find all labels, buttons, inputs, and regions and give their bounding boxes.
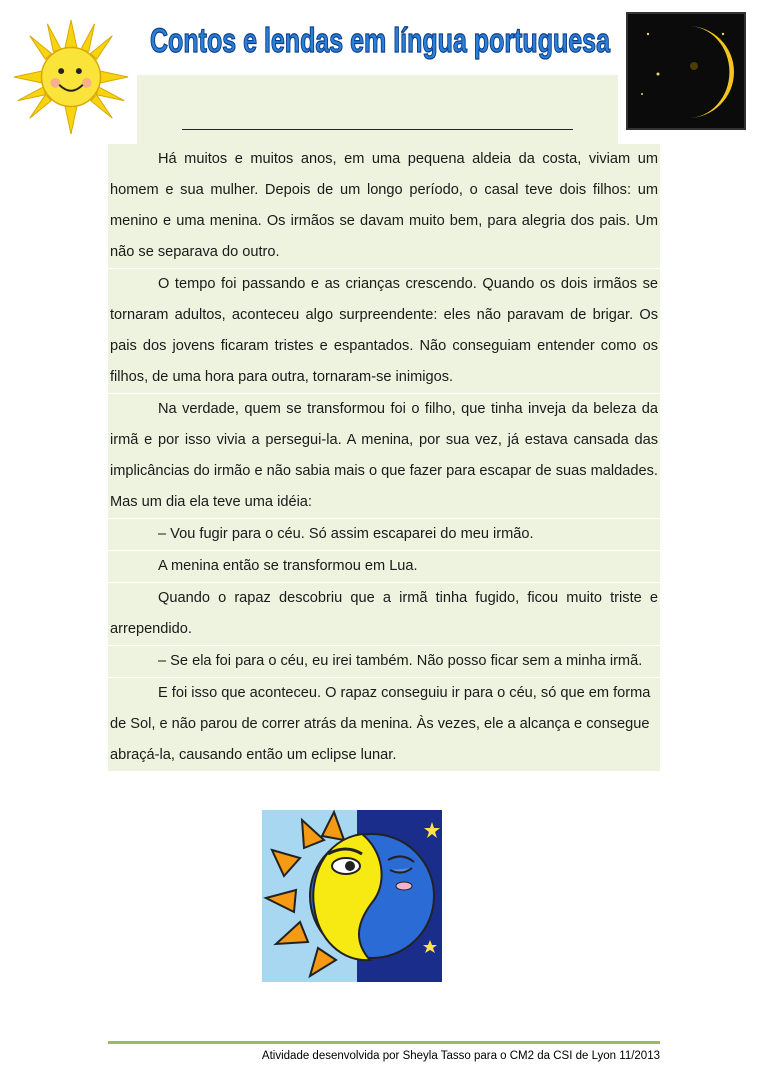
header-box (137, 75, 618, 145)
crescent-moon-icon (628, 14, 744, 128)
paragraph: Há muitos e muitos anos, em uma pequena aldeia da costa, viviam um homem e sua mulher. Depois de um longo período, o casal teve dois filhos: um menino e uma menina. Os irmãos se davam muito bem, para alegria dos pais. Um não se separava do outro. (108, 144, 660, 269)
paragraph: – Se ela foi para o céu, eu irei também. Não posso ficar sem a minha irmã. (108, 646, 660, 678)
paragraph: Na verdade, quem se transformou foi o filho, que tinha inveja da beleza da irmã e por isso vivia a persegui-la. A menina, por sua vez, já estava cansada das implicâncias do irmão e não sabia mais o que fazer para escapar de suas maldades. Mas um dia ela teve uma idéia: (108, 394, 660, 519)
page-title (140, 8, 620, 68)
footer-rule (108, 1041, 660, 1044)
paragraph: A menina então se transformou em Lua. (108, 551, 660, 583)
story-body (108, 144, 660, 772)
paragraph: E foi isso que aconteceu. O rapaz conseguiu ir para o céu, só que em forma de Sol, e não parou de correr atrás da menina. Às vezes, ele a alcança e consegue abraçá-la, causando então um eclipse lunar. (108, 678, 660, 772)
footer-credit: Atividade desenvolvida por Sheyla Tasso para o CM2 da CSI de Lyon 11/2013 (261, 1050, 660, 1062)
title-text: Contos e lendas em língua portuguesa (150, 22, 611, 60)
cartoon-sun-icon (12, 18, 130, 136)
blank-title-line (182, 129, 573, 130)
paragraph: Quando o rapaz descobriu que a irmã tinha fugido, ficou muito triste e arrependido. (108, 583, 660, 646)
title-wordart (140, 8, 620, 68)
paragraph: O tempo foi passando e as crianças crescendo. Quando os dois irmãos se tornaram adultos, aconteceu algo surpreendente: eles não paravam de brigar. Os pais dos jovens ficaram tristes e espantados. Não conseguiam entender como os filhos, de uma hora para outra, tornaram-se inimigos. (108, 269, 660, 394)
moon-picture (626, 12, 746, 130)
sun-moon-picture (262, 810, 442, 982)
paragraph: – Vou fugir para o céu. Só assim escaparei do meu irmão. (108, 519, 660, 551)
